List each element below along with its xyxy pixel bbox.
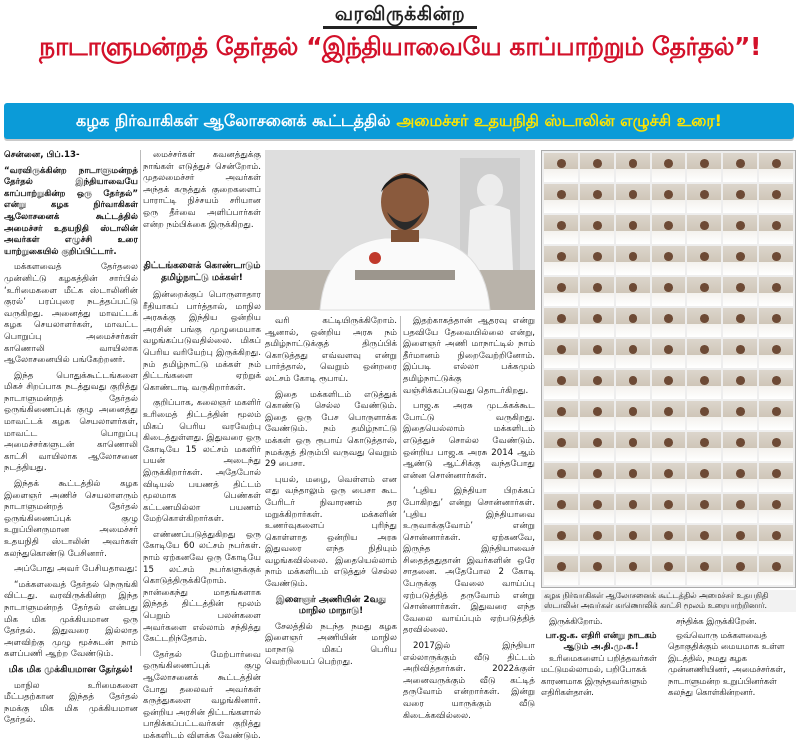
participant-tile [723, 339, 757, 368]
participant-tile [544, 339, 578, 368]
participant-tile [544, 277, 578, 306]
participant-tile [759, 525, 793, 554]
photo-caption: கழக நிர்வாகிகள் ஆலோசனைக் கூட்டத்தில் அமைச்சர் உதயநிதி ஸ்டாலின் அவர்கள் காணொலிக் காட்சி மூலம் உரையாற்றினார். [541, 590, 796, 612]
participant-tile [652, 184, 686, 213]
participant-tile [687, 215, 721, 244]
participant-tile [759, 246, 793, 275]
participant-tile [759, 277, 793, 306]
paragraph: இந்த பொதுக்கூட்டங்களை மிகச் சிறப்பாக நடத்துவது குறித்து நாடாளுமன்றத் தேர்தல் ஒருங்கிணைப்புக் குழு அனைத்து மாவட்டக் கழக செயலாளர்கள், மாவட்ட பொறுப்பு அமைச்சர்களுடன் காணொலி காட்சி வாயிலாக ஆலோசனை நடத்தியது. [4, 370, 138, 474]
participant-tile [616, 370, 650, 399]
participant-tile [580, 556, 614, 585]
participant-tile [652, 153, 686, 182]
participant-tile [544, 556, 578, 585]
paragraph: சேலத்தில் நடந்த நமது கழக இளைஞர் அணியின் மாநில மாநாடு மிகப் பெரிய வெற்றியைப் பெற்றது. [265, 621, 397, 667]
kicker [0, 3, 800, 28]
participant-tile [652, 308, 686, 337]
paragraph: மாநில உரிமைகளை மீட்பதற்கான இந்தத் தேர்தல் நமக்கு மிக மிக முக்கியமான தேர்தல். [4, 680, 138, 726]
participant-tile [723, 153, 757, 182]
article-column-2-top [143, 150, 261, 258]
participant-tile [616, 401, 650, 430]
participant-tile [652, 525, 686, 554]
paragraph: 2017இல் இந்தியா எல்லாருக்கும் வீடு திட்டம் அறிவித்தார்கள். 2022க்குள் அனைவருக்கும் வீடு கட்டித் தருவோம் என்றார்கள். இன்று வரை யாருக்கும் வீடு கிடைக்கவில்லை. [403, 641, 535, 721]
participant-tile [544, 463, 578, 492]
participant-tile [616, 525, 650, 554]
participant-tile [580, 184, 614, 213]
participant-tile [544, 494, 578, 523]
participant-tile [580, 246, 614, 275]
paragraph: ஒவ்வொரு மக்களவைத் தொகுதிக்கும் மையமாக உள்ள இடத்தில், நமது கழக முன்னணியினர், அமைச்சர்கள், நாடாளுமன்ற உறுப்பினர்கள் கலந்து கொள்கின்றனர். [668, 629, 786, 697]
participant-tile [652, 215, 686, 244]
paragraph: மக்களவைத் தேர்தலை முன்னிட்டு கழகத்தின் சார்பில் ‘உரிமைகளை மீட்க ஸ்டாலினின் குரல்’ பரப்புரை நடத்தப்பட்டு வருகிறது. அனைத்து மாவட்டக் கழக செயலாளர்கள், மாவட்ட பொறுப்பு அமைச்சர்கள் காணொலி வாயிலாக ஆலோசனையில் பங்கேற்றனர். [4, 262, 138, 366]
participant-tile [687, 277, 721, 306]
article-column-6 [668, 616, 796, 697]
article-column-5 [541, 616, 661, 697]
participant-tile [759, 401, 793, 430]
paragraph: மைச்சர்கள் கவனத்துக்கு நாங்கள் எடுத்துச் சென்றோம். முதலமைச்சர் அவர்கள் அந்தக் கருத்துக் குறைகளைப் பாராட்டி நிச்சயம் சரியான ஒரு தீர்வை அளிப்பார்கள் என்ற நம்பிக்கை இருக்கிறது. [143, 150, 261, 230]
participant-tile [723, 215, 757, 244]
participant-tile [580, 370, 614, 399]
paragraph: புயல், மழை, வெள்ளம் என எது வந்தாலும் ஒரு பைசா கூட பேரிடர் நிவாரணம் தர மறுக்கிறார்கள். மக்களின் உணர்வுகளைப் புரிந்து கொள்ளாத ஒன்றிய அரசு இதுவரை எந்த நிதியும் வழங்கவில்லை. இதையெல்லாம் நாம் மக்களிடம் எடுத்துச் செல்ல வேண்டும். [265, 474, 397, 590]
participant-tile [759, 432, 793, 461]
paragraph: சந்திக்க இருக்கிறேன். [676, 616, 757, 626]
subheading: திட்டங்களைக் கொண்டாடும் தமிழ்நாட்டு மக்கள்! [143, 261, 261, 283]
participant-tile [580, 215, 614, 244]
participant-tile [580, 494, 614, 523]
participant-tile [544, 525, 578, 554]
participant-tile [544, 308, 578, 337]
participant-tile [687, 432, 721, 461]
participant-tile [687, 308, 721, 337]
participant-tile [687, 370, 721, 399]
paragraph: எண்ணப்படுத்துகிறது ஒரு கோடியே 60 லட்சம் நபர்கள். நாம் ஏற்கனவே ஒரு கோடியே 15 லட்சம் நபர்களுக்குக் கொடுத்திருக்கிறோம். நான்கைந்து மாதங்களாக இந்தத் திட்டத்தின் மூலம் பெறும் பலன்களை அவர்களை எல்லாம் சந்தித்து கேட்டறிந்தோம். [143, 529, 261, 645]
participant-tile [687, 463, 721, 492]
participant-tile [652, 277, 686, 306]
paragraph: அப்போது அவர் பேசியதாவது: [14, 564, 138, 575]
participant-tile [544, 184, 578, 213]
participant-tile [616, 308, 650, 337]
participant-tile [652, 432, 686, 461]
dateline: சென்னை, பிப்.13- [4, 150, 80, 160]
participant-tile [616, 184, 650, 213]
participant-tile [687, 246, 721, 275]
participant-tile [616, 432, 650, 461]
column-divider [400, 316, 401, 656]
article-column-1 [4, 150, 138, 726]
column-divider [140, 150, 141, 656]
participant-tile [652, 494, 686, 523]
participant-tile [616, 153, 650, 182]
participant-tile [723, 277, 757, 306]
participant-tile [616, 277, 650, 306]
participant-tile [580, 463, 614, 492]
participant-tile [580, 401, 614, 430]
paragraph: இன்றைக்குப் பொருளாதார ரீதியாகப் பார்த்தால், மாநில அரசுக்கு இந்திய ஒன்றிய அரசின் பங்கு முழுமையாக வழங்கப்படுவதில்லை. மிகப் பெரிய வரியேற்பு இருக்கிறது. நம் தமிழ்நாட்டு மக்கள் நம் திட்டங்களை ஏற்றுக் கொண்டாடி வருகிறார்கள். [143, 290, 261, 393]
participant-tile [759, 308, 793, 337]
participant-tile [723, 432, 757, 461]
participant-tile [580, 432, 614, 461]
article-column-2 [143, 290, 261, 741]
subheading: மிக மிக முக்கியமான தேர்தல்! [8, 664, 134, 675]
participant-tile [759, 339, 793, 368]
participant-tile [687, 525, 721, 554]
participant-tile [580, 153, 614, 182]
paragraph: உரிமைகளைப் பறித்தவர்கள் மட்டுமல்லாமல், பறிபோகக் காரணமாக இருந்தவர்களும் எதிரிகள்தான். [541, 652, 657, 697]
participant-tile [759, 153, 793, 182]
participant-tile [723, 463, 757, 492]
participant-tile [759, 184, 793, 213]
participant-tile [759, 215, 793, 244]
participant-tile [580, 525, 614, 554]
participant-tile [687, 184, 721, 213]
participant-tile [723, 184, 757, 213]
participant-tile [723, 494, 757, 523]
paragraph: ‘புதிய இந்தியா பிறக்கப் போகிறது’ என்று சொன்னார்கள். ‘புதிய இந்தியாவை உருவாக்குவோம்’ என்று சொன்னார்கள். ஏற்கனவே, இருந்த இந்தியாவைச் சிதைத்ததுதான் இவர்களின் ஒரே சாதனை. அதேபோல 2 கோடி பேருக்கு வேலை வாய்ப்பு ஏற்படுத்தித் தருவோம் என்று சொன்னார்கள். இதுவரை எந்த வேலை வாய்ப்பும் ஏற்படுத்தித் தரவில்லை. [403, 486, 535, 636]
participant-tile [652, 246, 686, 275]
article-column-3 [265, 316, 397, 667]
banner-yellow-text: அமைச்சர் உதயநிதி ஸ்டாலின் எழுச்சி உரை! [396, 110, 722, 130]
article-column-2-subhead [143, 258, 261, 288]
headline: நாடாளுமன்றத் தேர்தல் “இந்தியாவையே காப்பாற்றும் தேர்தல்”! [39, 32, 761, 61]
participant-tile [652, 370, 686, 399]
participant-tile [580, 308, 614, 337]
participant-tile [544, 401, 578, 430]
paragraph: இந்தக் கூட்டத்தில் கழக இளைஞர் அணிச் செயலாளரும் நாடாளுமன்றத் தேர்தல் ஒருங்கிணைப்புக் குழு உறுப்பினருமான அமைச்சர் உதயநிதி ஸ்டாலின் அவர்கள் கலந்துகொண்டு பேசினார். [4, 479, 138, 559]
paragraph: இருக்கிறோம். [549, 616, 603, 626]
participant-tile [544, 432, 578, 461]
subheading: இளைஞர் அணியின் 2வது மாநில மாநாடு! [275, 594, 387, 617]
paragraph: இதை மக்களிடம் எடுத்துக் கொண்டு செல்ல வேண்டும். இதை ஒரு பேச பொருளாக்க வேண்டும். நம் தமிழ்நாட்டு மக்கள் ஒரு ரூபாய் கொடுத்தால், நமக்குத் திரும்பி வருவது வெறும் 29 பைசா. [265, 389, 397, 470]
participant-tile [723, 401, 757, 430]
participant-tile [652, 401, 686, 430]
participant-tile [687, 556, 721, 585]
speaker-photo [265, 150, 535, 310]
speaker-photo-illustration [265, 150, 535, 310]
paragraph: தேர்தல் மேற்பார்வை ஒருங்கிணைப்புக் குழு ஆலோசனைக் கூட்டத்தின் போது தலைவர் அவர்கள் கருத்துகளை வழங்கினார். ஒன்றிய அரசின் திட்டங்களால் பாதிக்கப்பட்டவர்கள் குறித்து மக்களிடம் விளக்க வேண்டும். [143, 649, 261, 741]
participant-tile [616, 556, 650, 585]
participant-tile [723, 246, 757, 275]
participant-tile [759, 370, 793, 399]
participant-tile [759, 463, 793, 492]
paragraph: வரி கட்டியிருக்கிறோம். ஆனால், ஒன்றிய அரசு நம் தமிழ்நாட்டுக்குத் திருப்பிக் கொடுத்தது எவ்வளவு என்று பார்த்தால், வெறும் ஒன்றரை லட்சம் கோடி ரூபாய். [265, 316, 397, 384]
participant-tile [544, 370, 578, 399]
participant-tile [652, 463, 686, 492]
subheadline-banner [4, 103, 794, 139]
paragraph: குறிப்பாக, கலைஞர் மகளிர் உரிமைத் திட்டத்தின் மூலம் மிகப் பெரிய வரவேற்பு கிடைத்துள்ளது. இதுவரை ஒரு கோடியே 15 லட்சம் மகளிர் பயன் அடைந்து இருக்கிறார்கள். அதேபோல் விடியல் பயணத் திட்டம் மூலமாக பெண்கள் கட்டணமில்லா பயணம் மேற்கொள்கிறார்கள். [143, 398, 261, 525]
lead-paragraph: “வரவிருக்கின்ற நாடாளுமன்றத் தேர்தல் இந்தியாவையே காப்பாற்றுகின்ற ஒரு தேர்தல்” என்று கழக நிர்வாகிகள் ஆலோசனைக் கூட்டத்தில் அமைச்சர் உதயநிதி ஸ்டாலின் அவர்கள் எழுச்சி உரை யாற்றுகையில் குறிப்பிட்டார். [4, 165, 138, 257]
participant-tile [687, 339, 721, 368]
participant-tile [759, 556, 793, 585]
article-column-4 [403, 316, 535, 721]
banner-white-text: கழக நிர்வாகிகள் ஆலோசனைக் கூட்டத்தில் [76, 110, 391, 130]
participant-tile [616, 246, 650, 275]
participant-tile [580, 277, 614, 306]
participant-tile [687, 494, 721, 523]
video-conference-collage [541, 150, 796, 588]
participant-tile [687, 401, 721, 430]
participant-tile [723, 525, 757, 554]
paragraph: இதற்காகத்தான் ஆதரவு என்று பதவியே தேவையில்லை என்று, இளைஞர் அணி மாநாட்டில் நாம் தீர்மானம் நிறைவேற்றினோம். இப்படி எல்லா பக்கமும் தமிழ்நாட்டுக்கு வஞ்சிக்கப்படுவது தொடர்கிறது. [403, 316, 535, 396]
participant-tile [652, 339, 686, 368]
kicker-text: வரவிருக்கின்ற [323, 3, 477, 29]
participant-tile [759, 494, 793, 523]
participant-tile [580, 339, 614, 368]
subheading: பா.ஜ.க. எதிரி என்று நாடகம் ஆடும் அ.தி.மு.க.! [545, 629, 657, 651]
participant-tile [723, 556, 757, 585]
participant-tile [687, 153, 721, 182]
participant-tile [544, 246, 578, 275]
paragraph: “மக்களவைத் தேர்தல் நெருங்கி விட்டது. வரவிருக்கின்ற இந்த நாடாளுமன்றத் தேர்தல் என்பது மிக மிக முக்கியமான ஒரு தேர்தல். இதுவரை இல்லாத அளவிற்கு முழு மூச்சுடன் நாம் களப்பணி ஆற்ற வேண்டும். [4, 579, 138, 660]
participant-tile [616, 494, 650, 523]
participant-tile [616, 339, 650, 368]
participant-tile [616, 215, 650, 244]
paragraph: பாஜ.க அரசு முடக்கக்கூட போட்டு வருகிறது. இதையெல்லாம் மக்களிடம் எடுத்துச் சொல்ல வேண்டும். ஒன்றிய பாஜ.க அரசு 2014 ஆம் ஆண்டு ஆட்சிக்கு வந்தபோது என்ன சொன்னார்கள். [403, 401, 535, 481]
participant-tile [544, 215, 578, 244]
participant-tile [544, 153, 578, 182]
participant-tile [723, 370, 757, 399]
participant-tile [652, 556, 686, 585]
participant-tile [616, 463, 650, 492]
participant-tile [723, 308, 757, 337]
